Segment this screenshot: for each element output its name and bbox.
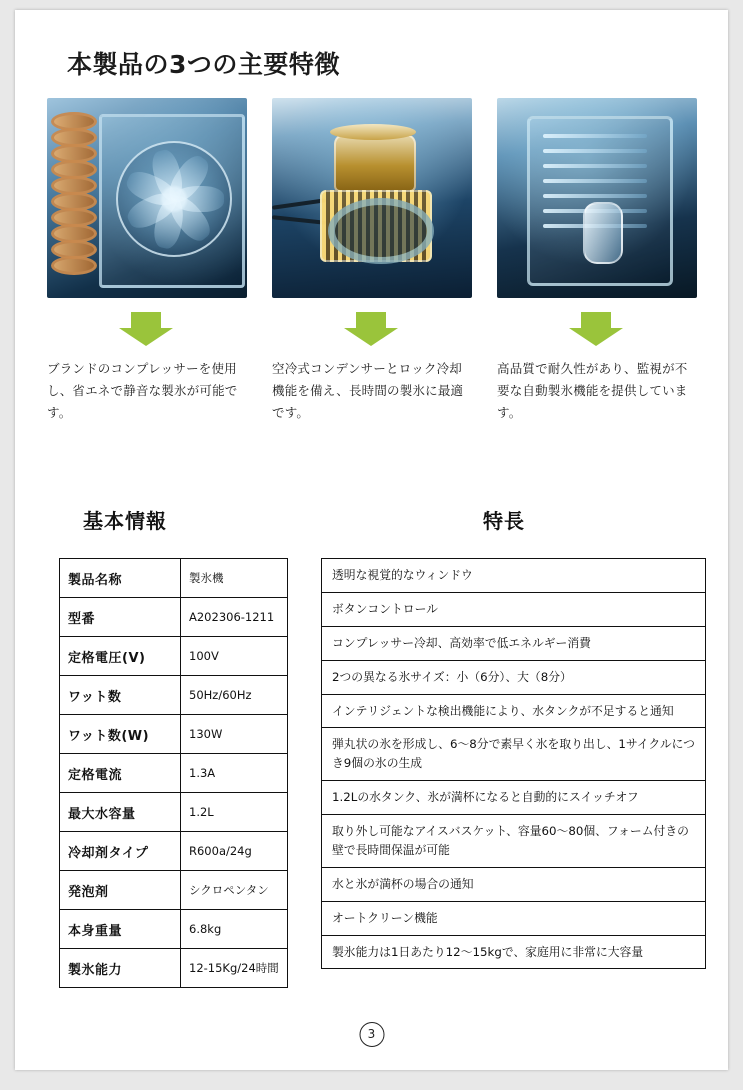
table-row [322, 559, 706, 593]
table-row [322, 660, 706, 694]
table-row [322, 935, 706, 969]
features-table [321, 558, 706, 969]
table-row [322, 592, 706, 626]
row-value: 12-15Kg/24時間 [181, 949, 288, 988]
row-value: A202306-1211 [181, 598, 288, 637]
row-key: 定格電流 [60, 754, 181, 793]
feature-caption-1: ブランドのコンプレッサーを使用し、省エネで静音な製氷が可能です。 [47, 361, 238, 420]
feature-cell: 弾丸状の氷を形成し、6〜8分で素早く氷を取り出し、1サイクルにつき9個の氷の生成 [322, 728, 706, 781]
down-arrow-icon [569, 312, 623, 346]
tube-graphic [272, 198, 326, 209]
compressor-coil-photo [47, 98, 247, 298]
basic-info-table [59, 558, 288, 988]
feature-cell: 1.2Lの水タンク、氷が満杯になると自動的にスイッチオフ [322, 781, 706, 815]
table-row [60, 949, 288, 988]
table-row [60, 910, 288, 949]
feature-column-3 [497, 98, 697, 424]
feature-cell: コンプレッサー冷却、高効率で低エネルギー消費 [322, 626, 706, 660]
coil-graphic [51, 112, 95, 282]
row-value: 1.2L [181, 793, 288, 832]
tube-graphic-2 [272, 215, 326, 225]
page-number: 3 [359, 1022, 384, 1047]
row-key: ワット数(W) [60, 715, 181, 754]
row-key: 発泡剤 [60, 871, 181, 910]
feature-cell: 透明な視覚的なウィンドウ [322, 559, 706, 593]
feature-caption-3: 高品質で耐久性があり、監視が不要な自動製氷機能を提供しています。 [497, 361, 688, 420]
row-value: 50Hz/60Hz [181, 676, 288, 715]
table-row [322, 867, 706, 901]
feature-cell: 製氷能力は1日あたり12〜15kgで、家庭用に非常に大容量 [322, 935, 706, 969]
table-row [322, 626, 706, 660]
row-value: 100V [181, 637, 288, 676]
row-key: 製氷能力 [60, 949, 181, 988]
row-key: 最大水容量 [60, 793, 181, 832]
feature-cell: 2つの異なる氷サイズ：小（6分）、大（8分） [322, 660, 706, 694]
feature-caption-2: 空冷式コンデンサーとロック冷却機能を備え、長時間の製氷に最適です。 [272, 361, 464, 420]
table-row [60, 637, 288, 676]
row-key: 定格電圧(V) [60, 637, 181, 676]
cylinder-graphic [583, 202, 623, 264]
feature-column-1 [47, 98, 247, 424]
page-title: 本製品の3つの主要特徴 [67, 50, 340, 79]
drum-graphic [334, 134, 416, 192]
row-key: 冷却剤タイプ [60, 832, 181, 871]
feature-cell: 水と氷が満杯の場合の通知 [322, 867, 706, 901]
features-table-heading: 特長 [483, 509, 525, 533]
stator-ring-graphic [328, 198, 434, 264]
feature-highlights [47, 98, 697, 424]
row-value: 130W [181, 715, 288, 754]
row-value: 製氷機 [181, 559, 288, 598]
row-key: 型番 [60, 598, 181, 637]
table-row [322, 815, 706, 868]
table-row [60, 832, 288, 871]
row-value: R600a/24g [181, 832, 288, 871]
feature-cell: 取り外し可能なアイスバスケット、容量60〜80個、フォーム付きの壁で長時間保温が可能 [322, 815, 706, 868]
document-page [15, 10, 728, 1070]
feature-cell: オートクリーン機能 [322, 901, 706, 935]
row-key: 本身重量 [60, 910, 181, 949]
table-row [60, 871, 288, 910]
table-row [60, 715, 288, 754]
table-row [60, 559, 288, 598]
condenser-unit-photo [497, 98, 697, 298]
drum-top-graphic [330, 124, 416, 140]
feature-cell: インテリジェントな検出機能により、水タンクが不足すると通知 [322, 694, 706, 728]
feature-cell: ボタンコントロール [322, 592, 706, 626]
row-value: シクロペンタン [181, 871, 288, 910]
table-row [322, 901, 706, 935]
table-row [60, 598, 288, 637]
feature-column-2 [272, 98, 472, 424]
table-row [60, 754, 288, 793]
basic-info-heading: 基本情報 [83, 509, 167, 533]
row-value: 6.8kg [181, 910, 288, 949]
table-row [322, 781, 706, 815]
row-value: 1.3A [181, 754, 288, 793]
row-key: ワット数 [60, 676, 181, 715]
table-row [60, 676, 288, 715]
fan-housing-graphic [99, 114, 245, 288]
down-arrow-icon [344, 312, 398, 346]
row-key: 製品名称 [60, 559, 181, 598]
down-arrow-icon [119, 312, 173, 346]
table-row [322, 728, 706, 781]
table-row [322, 694, 706, 728]
table-row [60, 793, 288, 832]
fan-circle-graphic [116, 141, 232, 257]
compressor-internal-photo [272, 98, 472, 298]
